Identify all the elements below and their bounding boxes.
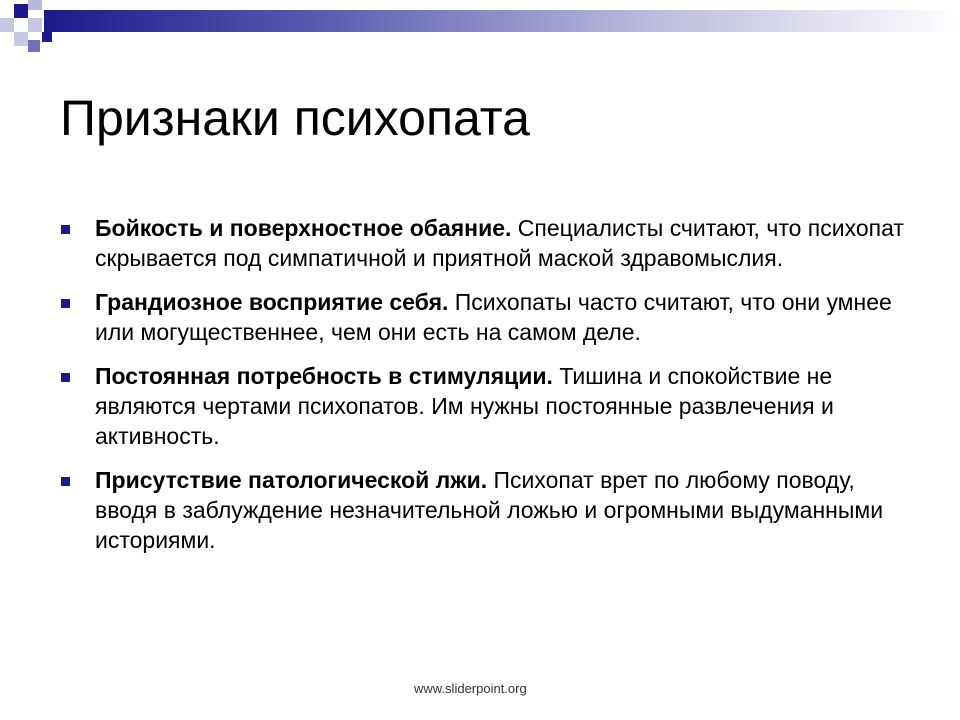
- square-bullet-icon: [61, 225, 70, 234]
- corner-square-icon: [42, 32, 52, 42]
- corner-square-icon: [28, 0, 42, 10]
- bullet-text: Психопат врет по любому поводу, вводя в заблуждение незначительной ложью и огромными выдуманными историями.: [95, 467, 884, 553]
- bullet-list: [58, 213, 908, 569]
- footer-source-link[interactable]: www.sliderpoint.org: [414, 681, 527, 696]
- slide-title: Признаки психопата: [60, 90, 530, 146]
- bullet-item: [58, 287, 908, 347]
- header-gradient-bar: [44, 10, 960, 32]
- corner-square-icon: [28, 40, 40, 52]
- square-bullet-icon: [61, 373, 70, 382]
- corner-square-icon: [14, 4, 28, 18]
- bullet-item: [58, 465, 908, 555]
- bullet-heading: Присутствие патологической лжи.: [95, 467, 488, 493]
- square-bullet-icon: [61, 477, 70, 486]
- corner-square-icon: [14, 32, 28, 46]
- bullet-item: [58, 361, 908, 451]
- bullet-text: Психопаты часто считают, что они умнее или могущественнее, чем они есть на самом деле.: [95, 289, 892, 345]
- corner-square-icon: [0, 18, 14, 32]
- corner-square-icon: [28, 18, 42, 32]
- bullet-heading: Постоянная потребность в стимуляции.: [95, 363, 553, 389]
- bullet-text: Специалисты считают, что психопат скрывается под симпатичной и приятной маской здравомыслия.: [95, 215, 904, 271]
- header-decoration: [0, 0, 960, 60]
- bullet-heading: Бойкость и поверхностное обаяние.: [95, 215, 512, 241]
- bullet-heading: Грандиозное восприятие себя.: [95, 289, 449, 315]
- bullet-text: Тишина и спокойствие не являются чертами психопатов. Им нужны постоянные развлечения и активность.: [95, 363, 834, 449]
- square-bullet-icon: [61, 299, 70, 308]
- bullet-item: [58, 213, 908, 273]
